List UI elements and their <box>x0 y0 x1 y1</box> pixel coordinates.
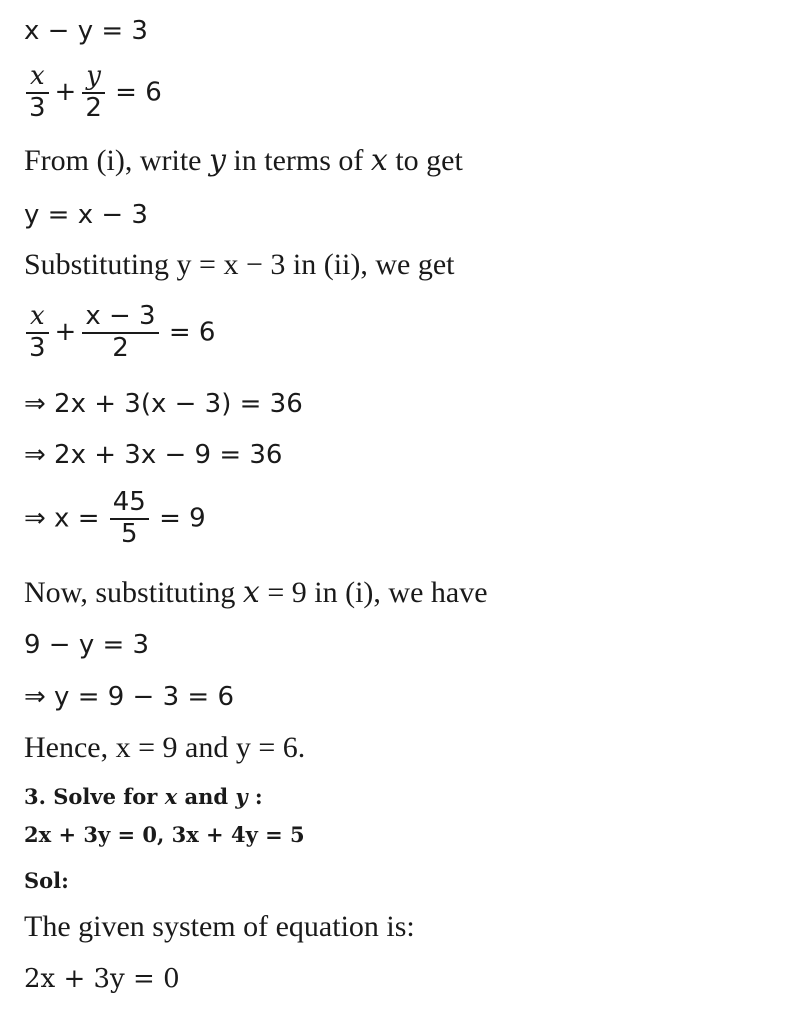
equation-line-4: y = x − 3 <box>24 200 148 230</box>
fraction-x-over-3: $\frac{x}{3}$ <box>26 62 49 124</box>
fraction-45-over-5: $\frac{45}{5}$ <box>110 488 149 550</box>
text-line-5: Substituting y = x − 3 in (ii), we get <box>24 248 455 281</box>
equation-line-9: ⇒ x = $\frac{45}{5}$ = 9 <box>24 487 206 549</box>
equation-line-6: $\frac{x}{3}$ + $\frac{x - 3}{2}$ = 6 <box>24 302 215 364</box>
question-heading: 3. Solve for x and y : <box>24 784 263 809</box>
equation-line-1: x − y = 3 <box>24 16 148 46</box>
text-line-13: Hence, x = 9 and y = 6. <box>24 731 306 764</box>
equation-line-7: ⇒ 2x + 3(x − 3) = 36 <box>24 389 303 419</box>
fraction-x-over-3: $\frac{x}{3}$ <box>26 302 49 364</box>
solution-label: Sol: <box>24 868 69 893</box>
equation-line-2: $\frac{x}{3}$ + $\frac{y}{2}$ = 6 <box>24 62 162 124</box>
equation-line-11: 9 − y = 3 <box>24 630 150 660</box>
text-line-10: Now, substituting x = 9 in (i), we have <box>24 575 488 610</box>
question-equations: 2x + 3y = 0, 3x + 4y = 5 <box>24 822 305 847</box>
equation-line-8: ⇒ 2x + 3x − 9 = 36 <box>24 440 283 470</box>
fraction-x-minus-3-over-2: $\frac{x - 3}{2}$ <box>82 302 158 364</box>
fraction-y-over-2: $\frac{y}{2}$ <box>82 62 105 124</box>
text-line-17: The given system of equation is: <box>24 910 415 943</box>
equation-line-12: ⇒ y = 9 − 3 = 6 <box>24 682 235 712</box>
text-line-3: From (i), write y in terms of x to get <box>24 143 463 178</box>
equation-line-18: 2x + 3y = 0 <box>24 964 180 994</box>
